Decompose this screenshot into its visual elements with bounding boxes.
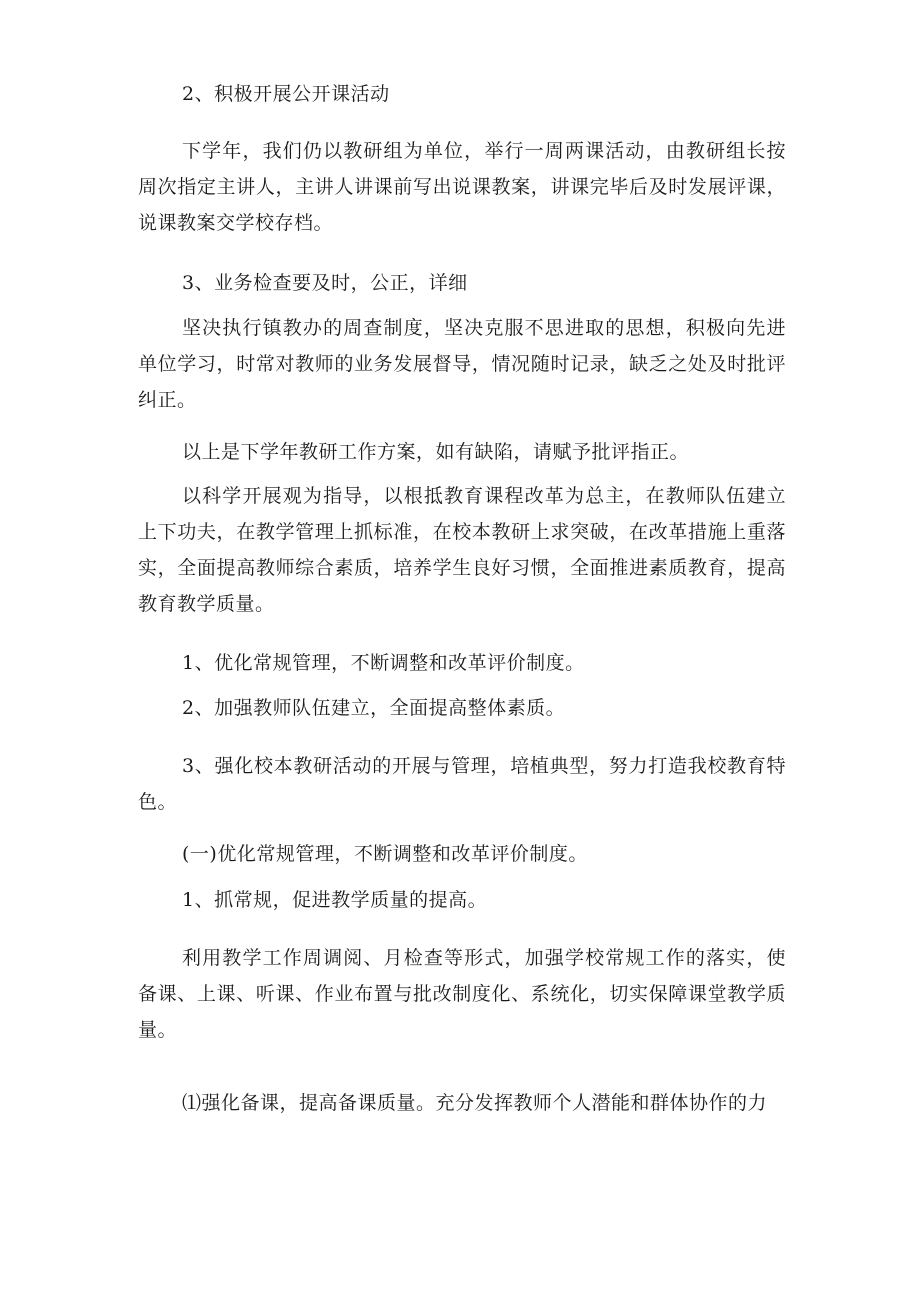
paragraph-inspection-detail: 坚决执行镇教办的周查制度，坚决克服不思进取的思想，积极向先进单位学习，时常对教师的业务发展督导，情况随时记录，缺乏之处及时批评纠正。 <box>138 317 786 411</box>
paragraph-lesson-prep: ⑴强化备课，提高备课质量。充分发挥教师个人潜能和群体协作的力 <box>182 1092 768 1114</box>
paragraph-routine-heading: 1、抓常规，促进教学质量的提高。 <box>182 889 488 911</box>
paragraph-goal-2: 2、加强教师队伍建立，全面提高整体素质。 <box>182 697 566 719</box>
paragraph-guiding-principle: 以科学开展观为指导，以根抵教育课程改革为总主，在教师队伍建立上下功夫，在教学管理上抓标准，在校本教研上求突破，在改革措施上重落实，全面提高教师综合素质，培养学生良好习惯，全面推进素质教育，提高教育教学质量。 <box>138 485 786 615</box>
paragraph-open-class-detail: 下学年，我们仍以教研组为单位，举行一周两课活动，由教研组长按周次指定主讲人，主讲人讲课前写出说课教案，讲课完毕后及时发展评课，说课教案交学校存档。 <box>138 140 786 234</box>
paragraph-plan-summary: 以上是下学年教研工作方案，如有缺陷，请赋予批评指正。 <box>182 441 690 463</box>
paragraph-heading-inspection: 3、业务检查要及时，公正，详细 <box>182 272 468 294</box>
paragraph-goal-3: 3、强化校本教研活动的开展与管理，培植典型，努力打造我校教育特色。 <box>138 755 786 813</box>
paragraph-section-one-heading: (一)优化常规管理，不断调整和改革评价制度。 <box>182 843 588 865</box>
paragraph-goal-1: 1、优化常规管理，不断调整和改革评价制度。 <box>182 652 585 674</box>
paragraph-routine-detail: 利用教学工作周调阅、月检查等形式，加强学校常规工作的落实，使备课、上课、听课、作业布置与批改制度化、系统化，切实保障课堂教学质量。 <box>138 947 786 1041</box>
paragraph-heading-open-class: 2、积极开展公开课活动 <box>182 83 390 105</box>
